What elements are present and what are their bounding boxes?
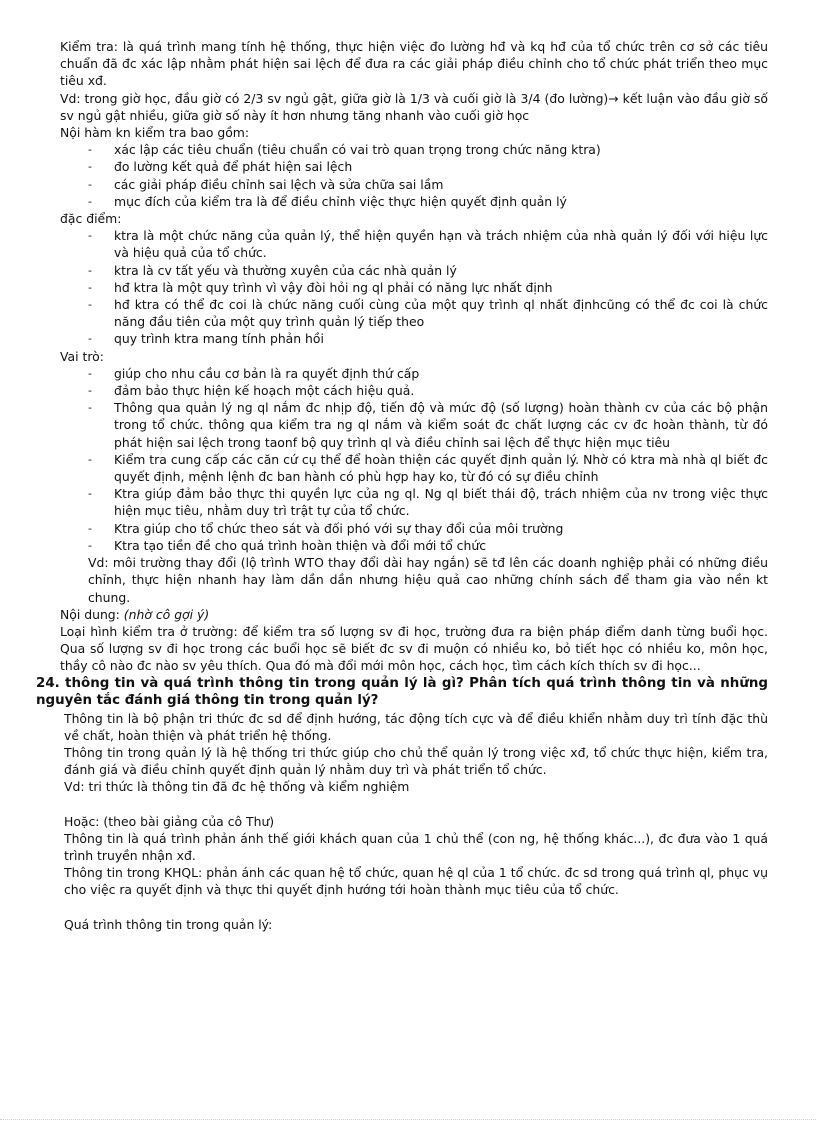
paragraph: Hoặc: (theo bài giảng của cô Thư) <box>64 813 275 829</box>
loai-hinh-kiem-tra: Loại hình kiểm tra ở trường: để kiểm tra số lượng sv đi học, trường đưa ra biện pháp điểm danh từng buổi học. Qua số lượng sv đi học trong các buổi học sẽ biết đc sv đi muộn có nhiều ko, bỏ tiết học có nhiều ko, môn học, thầy cô nào đc nào sv yêu thích. Qua đó mà đổi mới môn học, cách học, tìm cách kích thích sv đi học... <box>60 623 768 674</box>
list-item: - đảm bảo thực hiện kế hoạch một cách hiệu quả. <box>114 382 768 399</box>
section-24-heading: 24. thông tin và quá trình thông tin trong quản lý là gì? Phân tích quá trình thông tin và những nguyên tắc đánh giá thông tin trong quản lý? <box>36 675 768 709</box>
spacer <box>64 899 768 916</box>
section-24-body <box>60 710 768 933</box>
vai-tro-example: Vd: môi trường thay đổi (lộ trình WTO thay đổi dài hay ngắn) sẽ tđ lên các doanh nghiệp phải có những điều chỉnh, thực hiện nhanh hay làm dần dần nhưng hiệu quả cao những chính sách để tham gia vào nền kt chung. <box>88 555 768 605</box>
list-item: - Ktra tạo tiền đề cho quá trình hoàn thiện và đổi mới tổ chức <box>114 537 768 554</box>
list-item: - mục đích của kiểm tra là để điều chỉnh việc thực hiện quyết định quản lý <box>114 193 768 210</box>
list-item: - Kiểm tra cung cấp các căn cứ cụ thể để hoàn thiện các quyết định quản lý. Nhờ có ktra mà nhà ql biết đc quyết định, mệnh lệnh đc ban hành có phù hợp hay ko, từ đó có sự điều chỉnh <box>114 451 768 485</box>
spacer <box>64 796 768 813</box>
noi-ham-list <box>60 141 768 210</box>
paragraph: Thông tin là quá trình phản ánh thế giới khách quan của 1 chủ thể (con ng, hệ thống khác...), đc đưa vào 1 quá trình truyền nhận xđ. <box>64 830 768 863</box>
list-item: - Ktra giúp cho tổ chức theo sát và đối phó với sự thay đổi của môi trường <box>114 520 768 537</box>
list-item: - xác lập các tiêu chuẩn (tiêu chuẩn có vai trò quan trọng trong chức năng ktra) <box>114 141 768 158</box>
list-item: - giúp cho nhu cầu cơ bản là ra quyết định thứ cấp <box>114 365 768 382</box>
list-item: - hđ ktra có thể đc coi là chức năng cuối cùng của một quy trình ql nhất địnhcũng có thể đc coi là chức năng đầu tiên của một quy trình quản lý tiếp theo <box>114 296 768 330</box>
paragraph: Thông tin trong quản lý là hệ thống tri thức giúp cho chủ thể quản lý trong việc xđ, tổ chức thực hiện, kiểm tra, đánh giá và điều chỉnh quyết định quản lý nhằm duy trì và phát triển tổ chức. <box>64 744 768 778</box>
page-bottom-border <box>0 1119 816 1120</box>
dac-diem-title: đặc điểm: <box>60 211 122 227</box>
kiem-tra-example: Vd: trong giờ học, đầu giờ có 2/3 sv ngủ gật, giữa giờ là 1/3 và cuối giờ là 3/4 (đo lường)→ kết luận vào đầu giờ số sv ngủ gật nhiều, giữa giờ số này ít hơn nhưng tăng nhanh vào cuối giờ học <box>60 90 768 123</box>
document-body <box>36 38 768 933</box>
vai-tro-list <box>60 365 768 554</box>
list-item: - ktra là cv tất yếu và thường xuyên của các nhà quản lý <box>114 262 768 279</box>
paragraph: Vd: tri thức là thông tin đã đc hệ thống và kiểm nghiệm <box>64 779 410 795</box>
list-item: - các giải pháp điều chỉnh sai lệch và sửa chữa sai lầm <box>114 176 768 193</box>
dac-diem-list <box>60 227 768 347</box>
noi-dung-label: Nội dung: <box>60 606 120 622</box>
list-item: - hđ ktra là một quy trình vì vậy đòi hỏi ng ql phải có năng lực nhất định <box>114 279 768 296</box>
list-item: - đo lường kết quả để phát hiện sai lệch <box>114 158 768 175</box>
paragraph: Thông tin là bộ phận tri thức đc sd để định hướng, tác động tích cực và để điều khiển nhằm duy trì tính đặc thù về chất, hoàn thiện và phát triển hệ thống. <box>64 710 768 743</box>
list-item: - Thông qua quản lý ng ql nắm đc nhịp độ, tiến độ và mức độ (số lượng) hoàn thành cv của các bộ phận trong tổ chức. thông qua kiểm tra ng ql nắm và kiểm soát đc chất lượng các cv đc hoàn thành, từ đó phát hiện sai lệch trong taonf bộ quy trình ql và điều chỉnh sai lệch để thực hiện mục tiêu <box>114 399 768 451</box>
list-item: - quy trình ktra mang tính phản hồi <box>114 330 768 347</box>
kiem-tra-definition: Kiểm tra: là quá trình mang tính hệ thống, thực hiện việc đo lường hđ và kq hđ của tổ chức trên cơ sở các tiêu chuẩn đã đc xác lập nhằm phát hiện sai lệch để đưa ra các giải pháp điều chỉnh cho tổ chức phát triển theo mục tiêu xđ. <box>60 39 768 89</box>
list-item: - Ktra giúp đảm bảo thực thi quyền lực của ng ql. Ng ql biết thái độ, trách nhiệm của nv trong việc thực hiện mục tiêu, nhằm duy trì trật tự của tổ chức. <box>114 485 768 519</box>
noi-dung-line <box>60 606 768 623</box>
noi-dung-note: (nhờ cô gợi ý) <box>123 606 210 622</box>
list-item: - ktra là một chức năng của quản lý, thể hiện quyền hạn và trách nhiệm của nhà quản lý đối với hiệu lực và hiệu quả của tổ chức. <box>114 227 768 261</box>
paragraph: Thông tin trong KHQL: phản ánh các quan hệ tổ chức, quan hệ ql của 1 tổ chức. đc sd trong quá trình ql, phục vụ cho việc ra quyết định và thực thi quyết định hướng tới hoàn thành mục tiêu của tổ chức. <box>64 865 768 898</box>
vai-tro-title: Vai trò: <box>60 348 104 364</box>
paragraph: Quá trình thông tin trong quản lý: <box>64 916 273 932</box>
noi-ham-title: Nội hàm kn kiểm tra bao gồm: <box>60 125 250 141</box>
